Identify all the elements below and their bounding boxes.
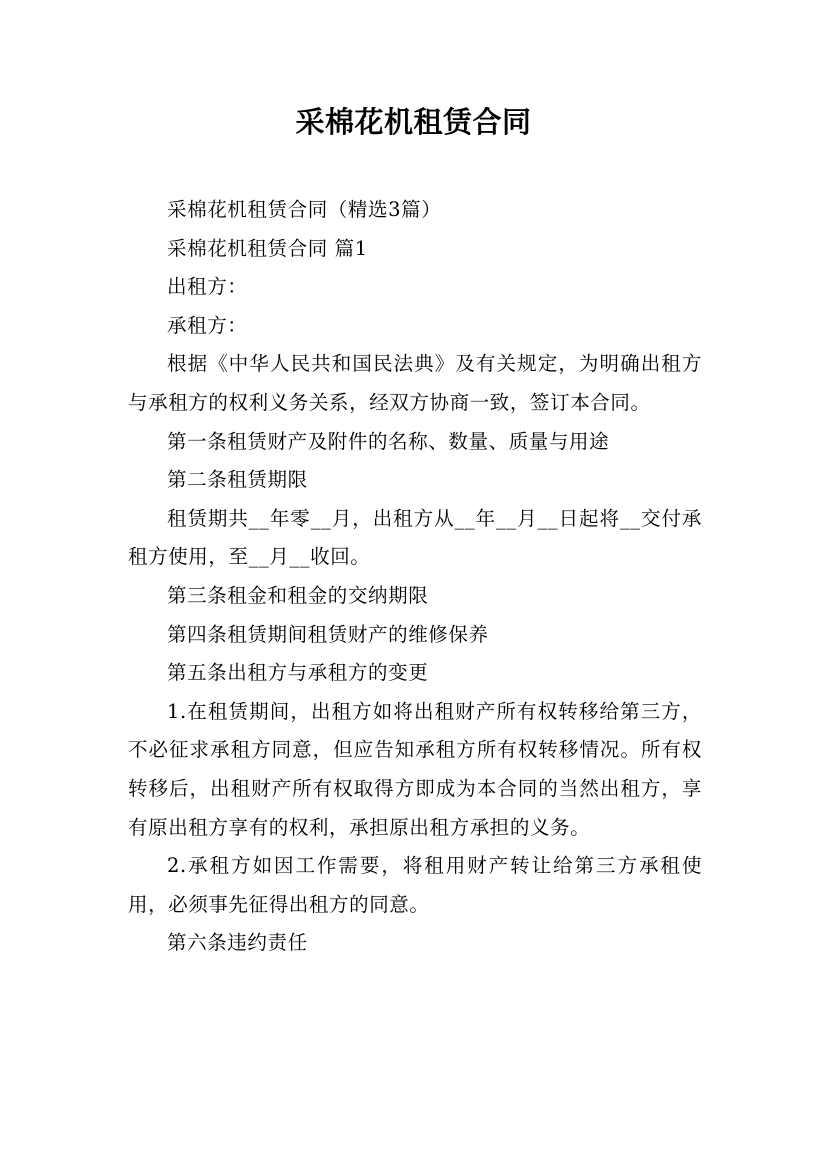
paragraph-lease-term: 租赁期共__年零__月，出租方从__年__月__日起将__交付承租方使用，至__月__收回。 (128, 506, 702, 569)
paragraph-article-2: 第二条租赁期限 (167, 468, 308, 492)
paragraph-section-heading: 采棉花机租赁合同 篇1 (167, 236, 368, 260)
paragraph-preamble: 根据《中华人民共和国民法典》及有关规定，为明确出租方与承租方的权利义务关系，经双方协商一致，签订本合同。 (128, 352, 702, 414)
paragraph-article-5: 第五条出租方与承租方的变更 (167, 661, 429, 685)
paragraph-clause-2: 2.承租方如因工作需要，将租用财产转让给第三方承租使用，必须事先征得出租方的同意。 (128, 854, 702, 916)
paragraph-subtitle: 采棉花机租赁合同（精选3篇） (167, 198, 442, 221)
paragraph-article-6: 第六条违约责任 (167, 931, 308, 955)
paragraph-lessee: 承租方： (167, 313, 248, 337)
paragraph-article-3: 第三条租金和租金的交纳期限 (167, 583, 429, 607)
paragraph-article-1: 第一条租赁财产及附件的名称、数量、质量与用途 (167, 429, 610, 453)
paragraph-lessor: 出租方： (167, 275, 248, 299)
document-title: 采棉花机租赁合同 (295, 105, 532, 139)
paragraph-clause-1: 1.在租赁期间，出租方如将出租财产所有权转移给第三方，不必征求承租方同意，但应告知承租方所有权转移情况。所有权转移后，出租财产所有权取得方即成为本合同的当然出租方，享有原出租方享有的权利，承担原出租方承担的义务。 (128, 699, 702, 839)
document-body (128, 191, 702, 963)
paragraph-article-4: 第四条租赁期间租赁财产的维修保养 (167, 622, 489, 646)
